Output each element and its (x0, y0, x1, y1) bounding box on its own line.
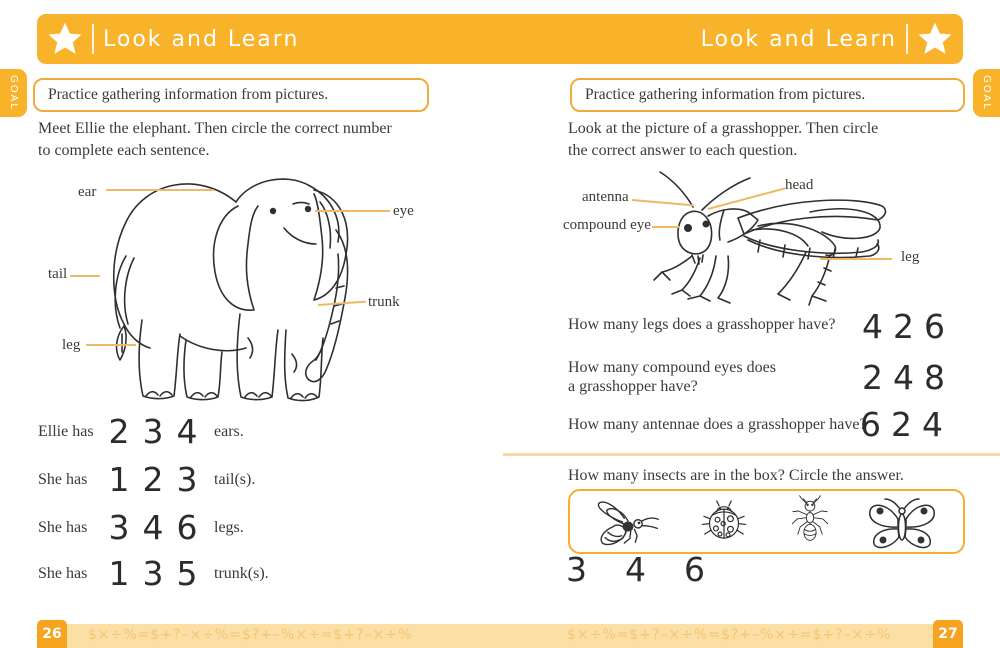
answer-choice[interactable]: 2 (142, 460, 164, 499)
page-number-left: 26 (37, 620, 67, 648)
leader-line (820, 258, 892, 260)
answer-choice[interactable]: 4 (862, 307, 883, 346)
answer-choice[interactable]: 8 (924, 358, 945, 397)
divider (92, 24, 94, 54)
label-leg: leg (901, 249, 920, 265)
label-trunk: trunk (368, 294, 400, 310)
answer-choice[interactable]: 6 (684, 550, 705, 589)
butterfly-icon (866, 495, 938, 549)
label-head: head (785, 177, 814, 193)
goal-tab-right: GOAL (973, 69, 1000, 117)
label-compound-eye: compound eye (563, 217, 651, 233)
box-question-text: How many insects are in the box? Circle the answer. (568, 467, 904, 484)
label-ear: ear (78, 184, 97, 200)
choice-group (857, 307, 950, 347)
answer-choice[interactable]: 3 (142, 412, 164, 451)
sentence-row: She has 1 3 5 trunk(s). (38, 554, 269, 593)
goal-box-right (570, 78, 965, 112)
answer-choice[interactable]: 6 (924, 307, 945, 346)
answer-choice[interactable]: 3 (142, 554, 164, 593)
sentence-row: She has 3 4 6 legs. (38, 508, 244, 547)
answer-choice[interactable]: 2 (862, 358, 883, 397)
label-eye: eye (393, 203, 414, 219)
star-icon (917, 21, 953, 57)
section-divider (503, 453, 1000, 456)
choice-group (855, 405, 948, 445)
answer-choice[interactable]: 3 (108, 508, 130, 547)
page-title-left: Look and Learn (103, 26, 300, 52)
ant-icon (788, 495, 832, 549)
goal-box-left (33, 78, 429, 112)
answer-choice[interactable]: 2 (893, 307, 914, 346)
left-instructions: Meet Ellie the elephant. Then circle the correct number to complete each sentence. (38, 120, 392, 159)
divider (906, 24, 908, 54)
answer-choice[interactable]: 4 (625, 550, 646, 589)
answer-choice[interactable]: 4 (176, 412, 198, 451)
answer-choice[interactable]: 1 (108, 460, 130, 499)
choice-group (857, 358, 950, 398)
question-text: How many compound eyes does a grasshopper have? (568, 359, 776, 395)
answer-choice[interactable]: 6 (176, 508, 198, 547)
answer-choice[interactable]: 5 (176, 554, 198, 593)
choice-group (102, 554, 204, 594)
answer-choice[interactable]: 4 (142, 508, 164, 547)
answer-choice[interactable]: 2 (891, 405, 912, 444)
ladybug-icon (695, 496, 753, 548)
answer-choice[interactable]: 1 (108, 554, 130, 593)
page-number-right: 27 (933, 620, 963, 648)
insect-box (568, 489, 965, 554)
goal-text-right: Practice gathering information from pictures. (585, 86, 866, 103)
sentence-row: Ellie has 2 3 4 ears. (38, 412, 244, 451)
question-text: How many antennae does a grasshopper have? (568, 416, 867, 433)
leader-line (315, 210, 390, 212)
leader-line (86, 344, 136, 346)
page-title-right: Look and Learn (700, 26, 897, 52)
label-antenna: antenna (582, 189, 629, 205)
choice-group (102, 508, 204, 548)
label-tail: tail (48, 266, 68, 282)
answer-choice[interactable]: 3 (176, 460, 198, 499)
goal-tab-left: GOAL (0, 69, 27, 117)
sentence-row: She has 1 2 3 tail(s). (38, 460, 256, 499)
goal-text-left: Practice gathering information from pictures. (48, 86, 329, 103)
elephant-illustration (88, 158, 393, 406)
question-text: How many legs does a grasshopper have? (568, 316, 836, 333)
star-icon (47, 21, 83, 57)
answer-choice[interactable]: 4 (922, 405, 943, 444)
leader-line (106, 189, 214, 191)
footer-symbols-right: $×÷%=$+?–×÷%=$?+–%×÷=$+?–×÷% (567, 627, 892, 643)
choice-group (102, 412, 204, 452)
answer-choice[interactable]: 2 (108, 412, 130, 451)
right-instructions: Look at the picture of a grasshopper. Then circle the correct answer to each question. (568, 120, 879, 159)
label-leg: leg (62, 337, 81, 353)
leader-line (70, 275, 100, 277)
wasp-icon (595, 495, 661, 549)
choice-group (560, 550, 711, 590)
header-right (691, 21, 963, 57)
choice-group (102, 460, 204, 500)
answer-choice[interactable]: 3 (566, 550, 587, 589)
answer-choice[interactable]: 6 (860, 405, 881, 444)
leader-line (652, 226, 680, 228)
header-banner (37, 14, 963, 64)
answer-choice[interactable]: 4 (893, 358, 914, 397)
footer-symbols-left: $×÷%=$+?–×÷%=$?+–%×÷=$+?–×÷% (88, 627, 413, 643)
header-left (37, 21, 309, 57)
